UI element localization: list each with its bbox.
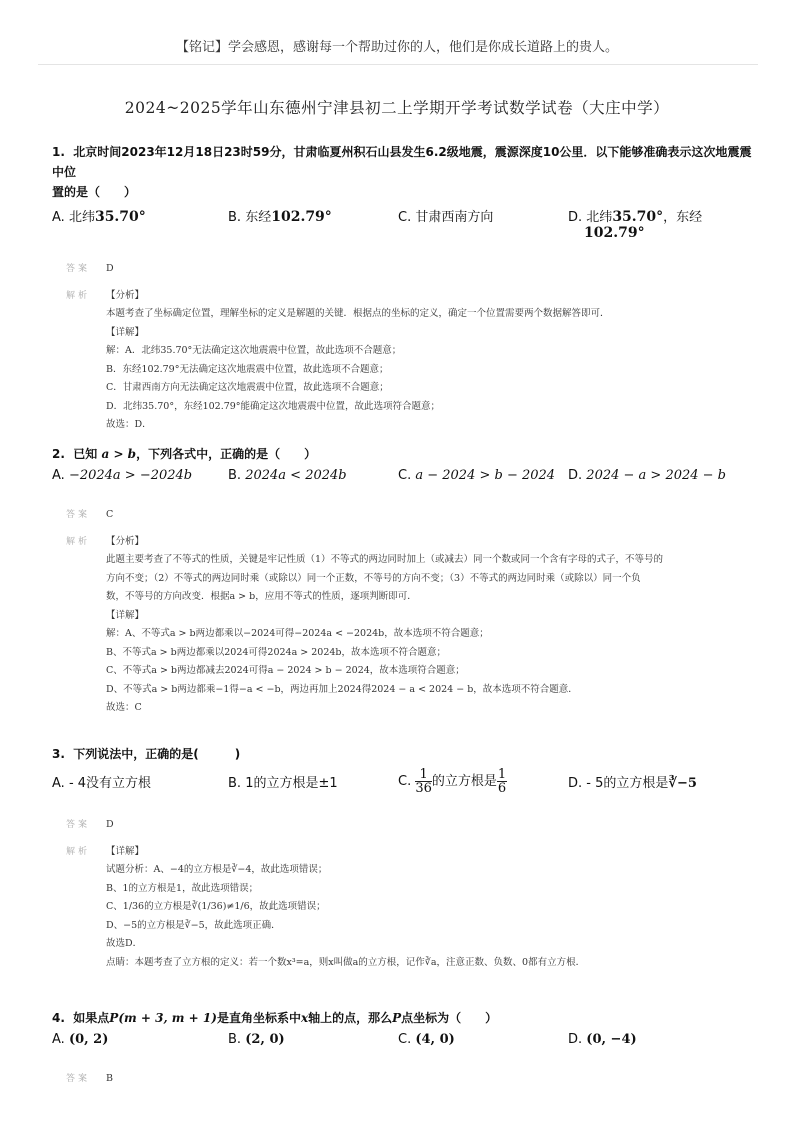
option-a[interactable]: A. (0, 2) xyxy=(52,1032,109,1047)
option-list xyxy=(52,1032,752,1054)
question-3 xyxy=(52,744,752,972)
fraction-1-36: $\frac{1}{36}$ xyxy=(415,767,432,796)
answer-value: C xyxy=(106,509,114,520)
answer-row: 答案 D xyxy=(52,260,752,279)
option-d[interactable]: D. - 5的立方根是∛−5 xyxy=(568,776,697,791)
question-stem: 1. 北京时间2023年12月18日23时59分，甘肃临夏州积石山县发生6.2级地震，震源深度10公里．以下能够准确表示这次地震震中位 置的是（ ） xyxy=(52,145,752,199)
option-d[interactable]: D. 2024 − a > 2024 − b xyxy=(568,468,727,483)
option-c[interactable]: C. (4, 0) xyxy=(398,1032,455,1047)
option-a[interactable]: A. −2024a > −2024b xyxy=(52,468,193,483)
analysis-row: 解析 【分析】 本题考查了坐标确定位置，理解坐标的定义是解题的关键．根据点的坐标的定义，确定一个位置需要两个数据解答即可． 【详解】 解：A．北纬35.70°无法确定这次地震震中位置，故此选项不合题意； B．东经102.79°无法确定这次地震震中位置，故此选项不合题意； C．甘肃西南方向无法确定这次地震震中位置，故此选项不合题意； D．北纬35.70°，东经102.79°能确定这次地震震中位置，故此选项符合题意； 故选：D． xyxy=(52,287,752,435)
answer-value: D xyxy=(106,819,114,830)
answer-row: 答案 D xyxy=(52,816,752,835)
option-list xyxy=(52,768,752,802)
fraction-1-6: $\frac{1}{6}$ xyxy=(497,767,507,796)
question-stem: 3. 下列说法中，正确的是( ) xyxy=(52,747,241,761)
option-d[interactable]: D. (0, −4) xyxy=(568,1032,637,1047)
answer-value: D xyxy=(106,263,114,274)
exam-title: 2024~2025学年山东德州宁津县初二上学期开学考试数学试卷（大庄中学） xyxy=(124,99,670,117)
question-2 xyxy=(52,444,752,718)
answer-row: 答案 B xyxy=(52,1070,752,1089)
option-c[interactable]: C. a − 2024 > b − 2024 xyxy=(398,468,556,483)
analysis-row: 解析 【详解】 试题分析：A、−4的立方根是∛−4，故此选项错误； B、1的立方根是1，故此选项错误； C、1/36的立方根是∛(1/36)≠1/6，故此选项错误； D、−5的立方根是∛−5，故此选项正确． 故选D． 点睛：本题考查了立方根的定义：若一个数x³=a，则x叫做a的立方根，记作∛a，注意正数、负数、0都有立方根． xyxy=(52,843,752,973)
answer-value: B xyxy=(106,1073,113,1084)
question-4 xyxy=(52,1008,752,1089)
option-c[interactable]: C. $\frac{1}{36}$ 的立方根是 $\frac{1}{6}$ xyxy=(398,767,507,796)
option-list xyxy=(52,206,752,246)
question-stem: 4. 如果点P(m + 3, m + 1)是直角坐标系中x轴上的点，那么P点坐标为（ ） xyxy=(52,1011,498,1025)
analysis-text: 【分析】 此题主要考查了不等式的性质，关键是牢记性质（1）不等式的两边同时加上（或减去）同一个数或同一个含有字母的式子，不等号的 方向不变；（2）不等式的两边同时乘（或除以）同一个正数，不等号的方向不变；（3）不等式的两边同时乘（或除以）同一个负 数，不等号的方向改变．根据a > b，应用不等式的性质，逐项判断即可． 【详解】 解：A、不等式a > b两边都乘以−2024可得−2024a < −2024b，故本选项不符合题意； B、不等式a > b两边都乘以2024可得2024a > 2024b，故本选项不符合题意； C、不等式a > b两边都减去2024可得a − 2024 > b − 2024，故本选项符合题意； D、不等式a > b两边都乘−1得−a < −b，两边再加上2024得2024 − a < 2024 − b，故本选项不符合题意． 故选：C xyxy=(106,535,664,713)
analysis-text: 【详解】 试题分析：A、−4的立方根是∛−4，故此选项错误； B、1的立方根是1，故此选项错误； C、1/36的立方根是∛(1/36)≠1/6，故此选项错误； D、−5的立方根是∛−5，故此选项正确． 故选D． 点睛：本题考查了立方根的定义：若一个数x³=a，则x叫做a的立方根，记作∛a，注意正数、负数、0都有立方根． xyxy=(106,845,586,968)
option-b[interactable]: B. 1的立方根是±1 xyxy=(228,776,338,791)
question-1 xyxy=(52,142,752,435)
option-b[interactable]: B. 东经102.79° xyxy=(228,209,332,225)
answer-row: 答案 C xyxy=(52,506,752,525)
option-b[interactable]: B. (2, 0) xyxy=(228,1032,285,1047)
header-motto: 【铭记】学会感恩，感谢每一个帮助过你的人，他们是你成长道路上的贵人。 xyxy=(175,40,618,55)
option-d[interactable]: D. 北纬35.70°，东经 102.79° xyxy=(568,209,703,241)
question-stem: 2. 已知 a > b，下列各式中，正确的是（ ） xyxy=(52,447,317,461)
analysis-text: 【分析】 本题考查了坐标确定位置，理解坐标的定义是解题的关键．根据点的坐标的定义，确定一个位置需要两个数据解答即可． 【详解】 解：A．北纬35.70°无法确定这次地震震中位置，故此选项不合题意； B．东经102.79°无法确定这次地震震中位置，故此选项不合题意； C．甘肃西南方向无法确定这次地震震中位置，故此选项不合题意； D．北纬35.70°，东经102.79°能确定这次地震震中位置，故此选项符合题意； 故选：D． xyxy=(106,289,610,430)
analysis-row: 解析 【分析】 此题主要考查了不等式的性质，关键是牢记性质（1）不等式的两边同时加上（或减去）同一个数或同一个含有字母的式子，不等号的 方向不变；（2）不等式的两边同时乘（或除以）同一个正数，不等号的方向不变；（3）不等式的两边同时乘（或除以）同一个负 数，不等号的方向改变．根据a > b，应用不等式的性质，逐项判断即可． 【详解】 解：A、不等式a > b两边都乘以−2024可得−2024a < −2024b，故本选项不符合题意； B、不等式a > b两边都乘以2024可得2024a > 2024b，故本选项不符合题意； C、不等式a > b两边都减去2024可得a − 2024 > b − 2024，故本选项符合题意； D、不等式a > b两边都乘−1得−a < −b，两边再加上2024得2024 − a < 2024 − b，故本选项不符合题意． 故选：C xyxy=(52,533,752,718)
option-c[interactable]: C. 甘肃西南方向 xyxy=(398,210,494,225)
option-b[interactable]: B. 2024a < 2024b xyxy=(228,468,347,483)
header-divider xyxy=(38,64,758,65)
option-list xyxy=(52,468,752,490)
option-a[interactable]: A. 北纬35.70° xyxy=(52,209,146,225)
option-a[interactable]: A. - 4没有立方根 xyxy=(52,776,152,791)
